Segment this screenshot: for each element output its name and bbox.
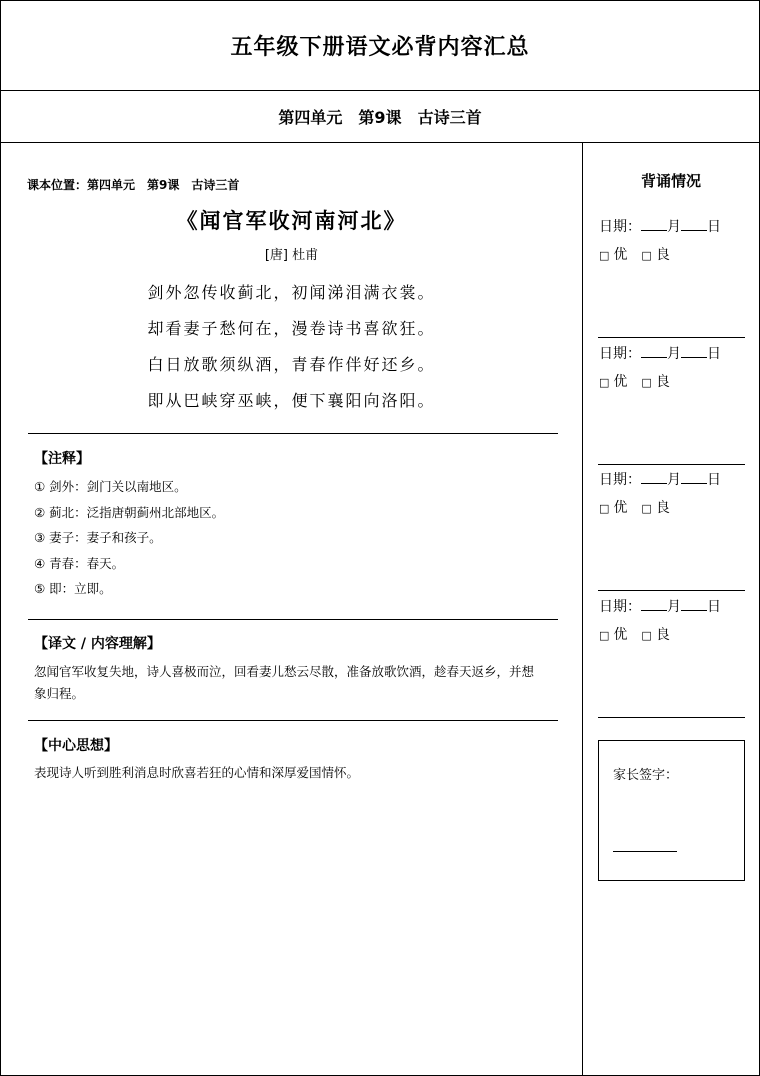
poem-line: 剑外忽传收蓟北，初闻涕泪满衣裳。 [147,283,436,302]
month-label: 月 [667,219,681,235]
main-column [1,143,583,1075]
recitation-record [599,213,746,269]
month-blank[interactable] [641,596,667,611]
checkbox-icon[interactable]: □ [599,629,610,642]
poem-title: 《闻官军收河南河北》 [176,208,407,233]
recitation-record [599,593,746,649]
page-header [1,1,759,91]
note-item: ⑤ 即：立即。 [34,581,112,596]
day-label: 日 [707,346,721,362]
parent-signature-label: 家长签字： [613,768,679,783]
checkbox-icon[interactable]: □ [641,629,652,642]
day-label: 日 [707,219,721,235]
date-line [599,593,746,621]
theme-heading: 【中心思想】 [34,738,118,754]
day-blank[interactable] [681,596,707,611]
recitation-record [599,340,746,396]
lesson-unit: 第四单元 [278,108,343,127]
option-excellent: 优 [613,500,628,516]
lesson-header [1,91,759,143]
option-excellent: 优 [613,374,628,390]
sidebar-divider [598,717,745,718]
notes-heading: 【注释】 [34,451,90,467]
signature-line[interactable] [613,851,677,852]
day-label: 日 [707,472,721,488]
date-label: 日期： [599,346,641,362]
theme-text: 表现诗人听到胜利消息时欣喜若狂的心情和深厚爱国情怀。 [34,765,360,780]
note-item: ③ 妻子：妻子和孩子。 [34,530,162,545]
content-area [1,143,759,1075]
checkbox-icon[interactable]: □ [599,502,610,515]
textbook-location [27,176,239,193]
checkbox-icon[interactable]: □ [641,249,652,262]
day-blank[interactable] [681,469,707,484]
section-divider [28,433,558,434]
grade-options [599,621,746,649]
location-topic: 古诗三首 [191,178,240,192]
month-blank[interactable] [641,343,667,358]
checkbox-icon[interactable]: □ [599,376,610,389]
recitation-title: 背诵情况 [640,172,701,190]
checkbox-icon[interactable]: □ [599,249,610,262]
option-excellent: 优 [613,247,628,263]
section-divider [28,619,558,620]
parent-signature-box [598,740,745,881]
grade-options [599,368,746,396]
day-blank[interactable] [681,216,707,231]
grade-options [599,494,746,522]
month-blank[interactable] [641,216,667,231]
location-unit: 第四单元 [87,178,136,192]
note-item: ④ 青春：春天。 [34,555,125,571]
checkbox-icon[interactable]: □ [641,376,652,389]
option-good: 良 [655,247,670,263]
sidebar-divider [598,590,745,591]
translation-text: 忽闻官军收复失地，诗人喜极而泣，回看妻儿愁云尽散，准备放歌饮酒，趁春天返乡，并想象归程。 [34,664,535,701]
poem-line: 即从巴峡穿巫峡，便下襄阳向洛阳。 [147,391,436,410]
option-good: 良 [655,627,670,643]
date-label: 日期： [599,599,641,615]
option-good: 良 [655,374,670,390]
poem-body [1,280,582,424]
location-label: 课本位置： [27,178,88,192]
month-label: 月 [667,599,681,615]
month-label: 月 [667,346,681,362]
month-blank[interactable] [641,469,667,484]
poem-line: 白日放歌须纵酒，青春作伴好还乡。 [147,355,436,374]
sidebar-divider [598,337,745,338]
date-line [599,213,746,241]
notes-list [34,477,224,605]
date-label: 日期： [599,472,641,488]
lesson-topic: 古诗三首 [417,108,482,127]
poem-author: [唐] 杜甫 [264,248,319,263]
page-title: 五年级下册语文必背内容汇总 [230,35,530,60]
sidebar-divider [598,464,745,465]
grade-options [599,241,746,269]
date-line [599,466,746,494]
note-item: ① 剑外：剑门关以南地区。 [34,479,187,494]
note-item: ② 蓟北：泛指唐朝蓟州北部地区。 [34,504,225,520]
month-label: 月 [667,472,681,488]
translation-heading: 【译文 / 内容理解】 [34,636,161,652]
date-line [599,340,746,368]
option-excellent: 优 [613,627,628,643]
option-good: 良 [655,500,670,516]
poem-line: 却看妻子愁何在，漫卷诗书喜欲狂。 [147,319,436,338]
date-label: 日期： [599,219,641,235]
location-lesson: 第9课 [147,178,180,192]
lesson-number: 第9课 [358,108,402,127]
recitation-record [599,466,746,522]
checkbox-icon[interactable]: □ [641,502,652,515]
day-label: 日 [707,599,721,615]
section-divider [28,720,558,721]
day-blank[interactable] [681,343,707,358]
recitation-sidebar [583,143,759,1075]
